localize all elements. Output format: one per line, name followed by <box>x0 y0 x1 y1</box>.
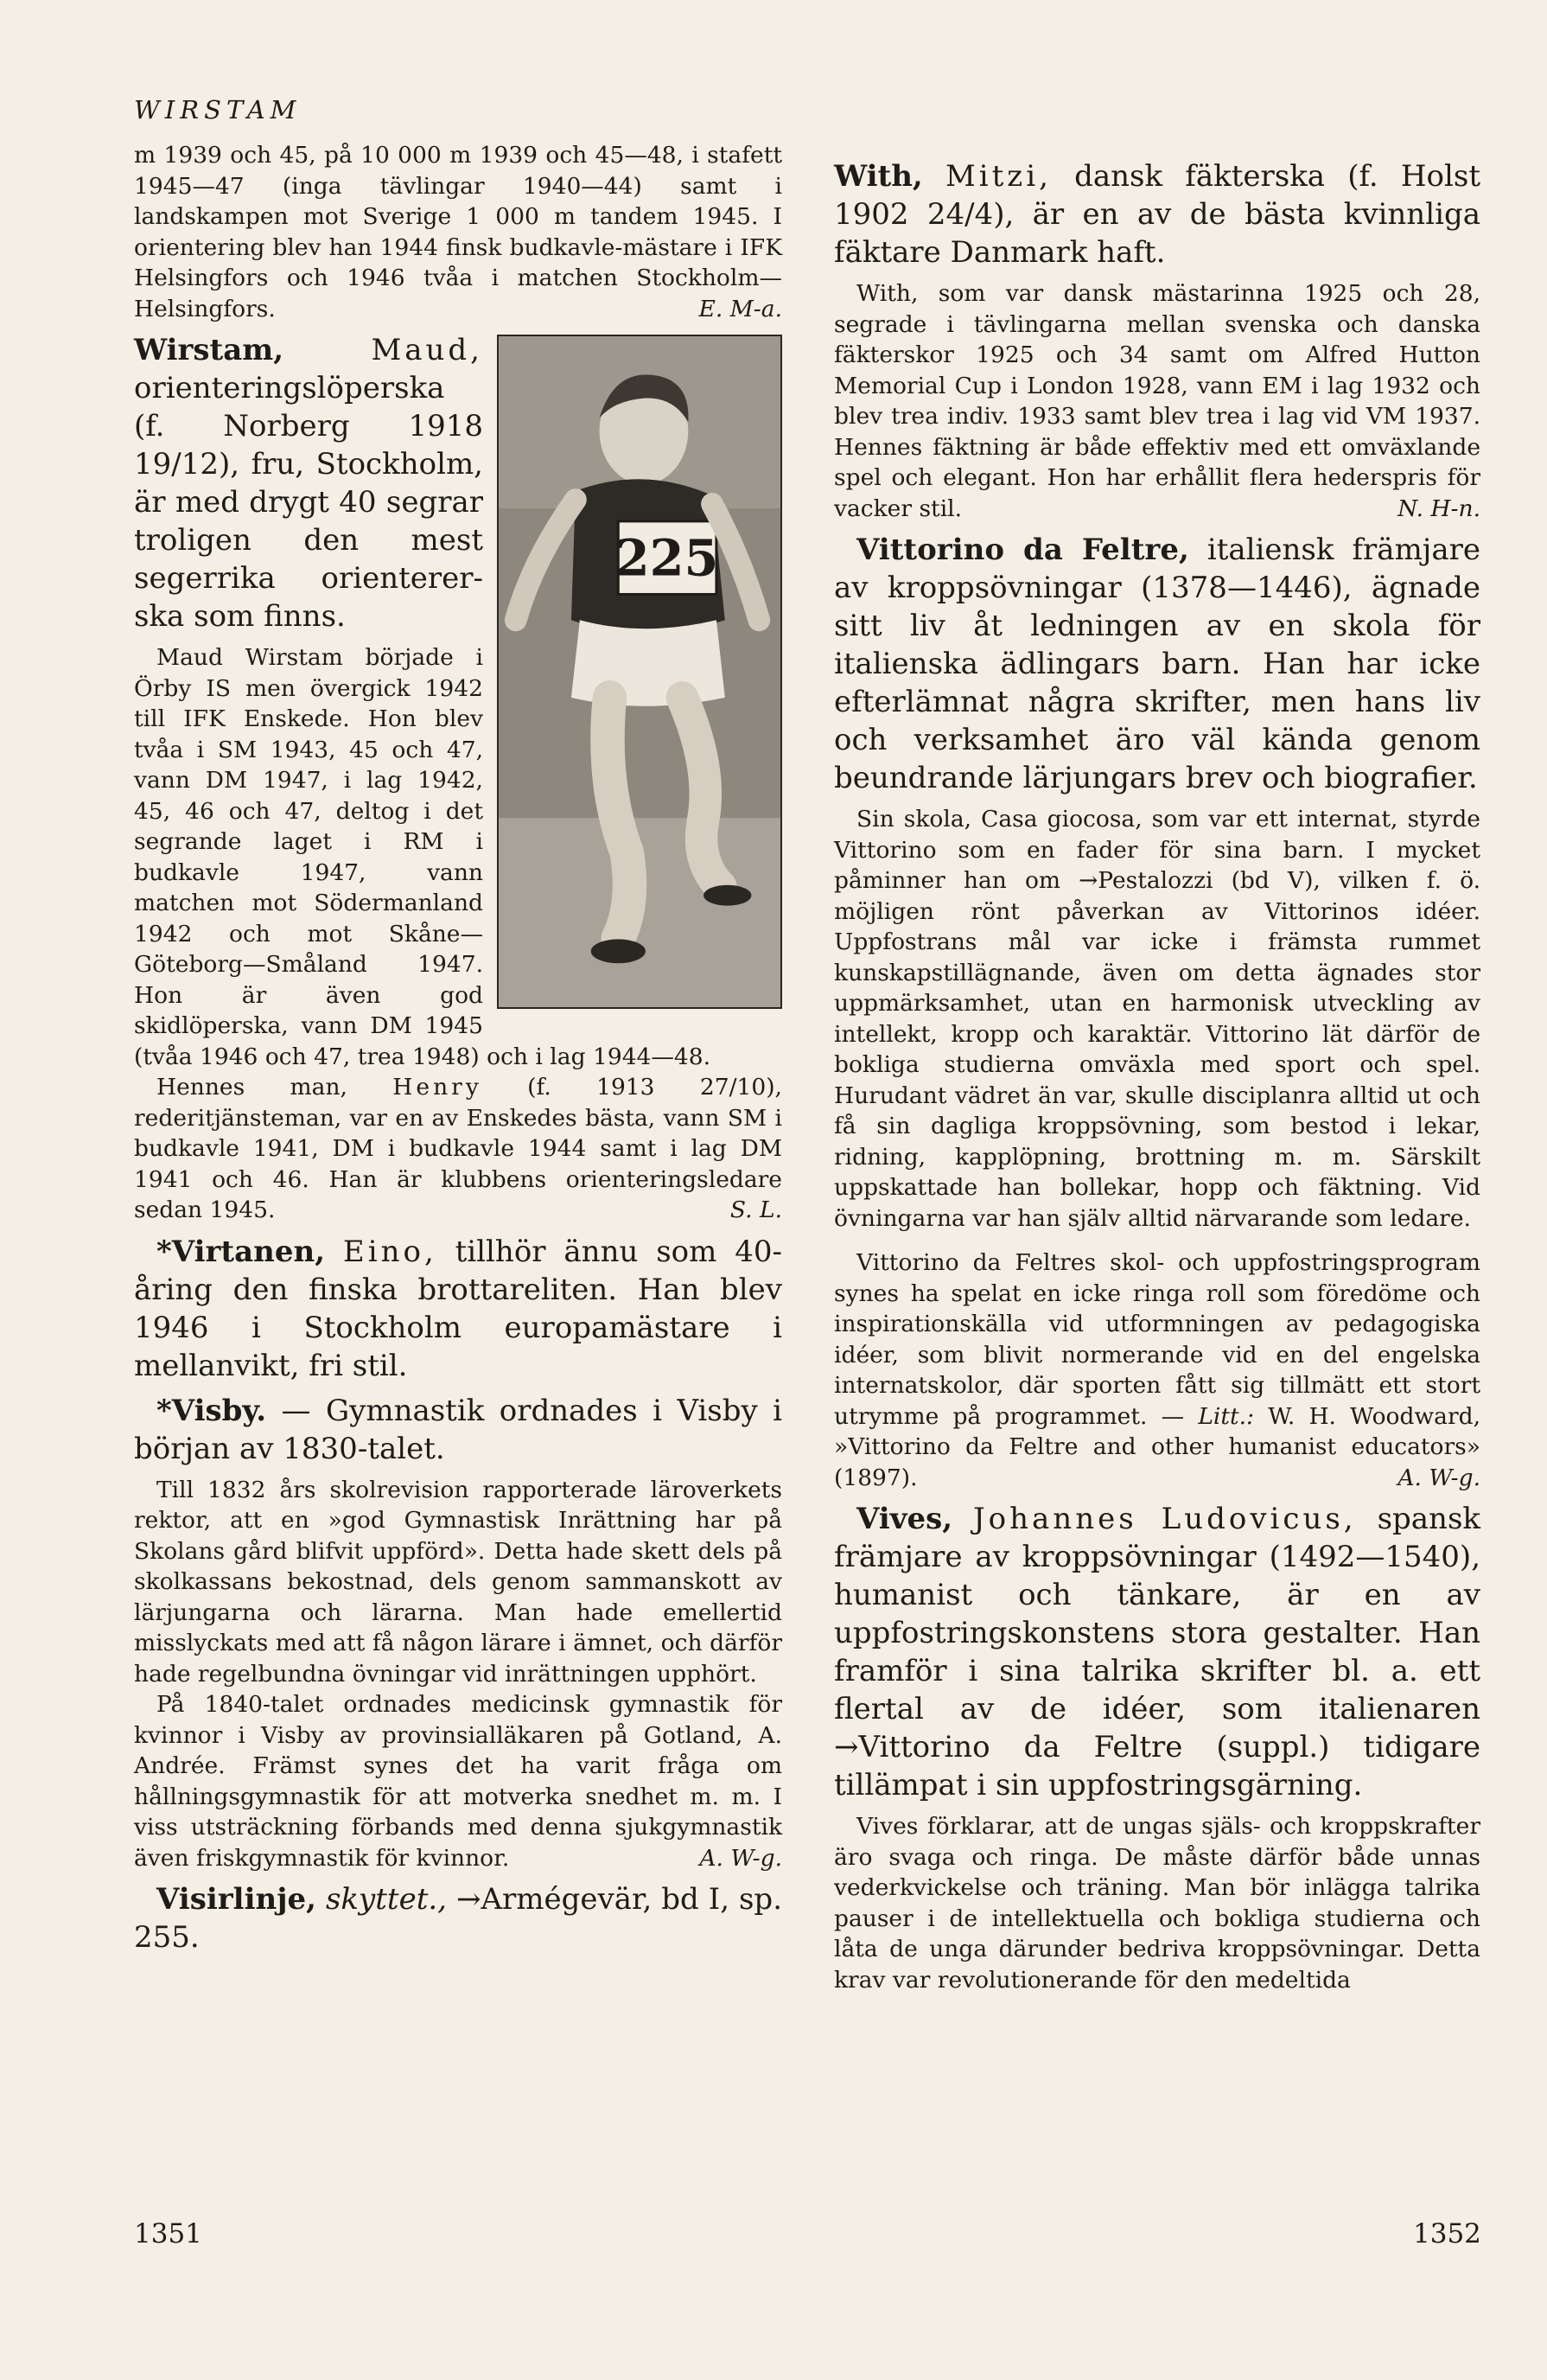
with-body <box>834 278 1480 524</box>
vittorino-p2-text: Vittorino da Feltres skol- och uppfostringsprogram synes ha spelat en icke ringa roll som föredöme och inspirationskälla vid utformningen av pedagogiska idéer, som blivit normerande vid en del engelska internatskolor, där sporten fått sig tillmätt ett stort utrymme på programmet. — <box>834 1249 1480 1430</box>
vives-lead <box>834 1500 1480 1804</box>
with-body-text: With, som var dansk mästarinna 1925 och 28, segrade i tävlingarna mellan svenska och danska fäkterskor 1925 och 34 samt om Alfred Hutton Memorial Cup i London 1928, vann EM i lag 1932 och blev trea indiv. 1933 samt blev trea i lag vid VM 1937. Hennes fäktning är både effektiv med ett omväxlande spel och elegant. Hon har erhållit flera hederspris för vacker stil. <box>834 280 1480 522</box>
vittorino-headword: Vittorino da Feltre, <box>856 533 1189 567</box>
virtanen-headword: *Virtanen, <box>156 1234 326 1269</box>
with-lead-text: dansk fäkterska (f. Holst 1902 24/4), är en av de bästa kvinnliga fäktare Danmark haft. <box>834 159 1480 270</box>
vives-paragraph-1: Vives förklarar, att de ungas själs- och kroppskrafter äro svaga och ringa. De måste därför både unnas vederkvickelse och träning. Man bör inlägga talrika pauser i de intellektuella och bokliga studierna och låta de unga därunder bedriva kroppsövningar. Detta krav var revolutionerande för den medeltida <box>834 1813 1480 1994</box>
page-number-right: 1352 <box>1413 2218 1481 2249</box>
entry-with <box>834 157 1480 524</box>
henry-pre: Hennes man, <box>156 1074 347 1101</box>
entry-vives <box>834 1500 1480 1995</box>
visby-paragraph-1: Till 1832 års skolrevision rapporterade läroverkets rektor, att en »god Gymnastisk Inrättning har på Skolans gård blifvit uppförd». Detta hade skett dels på skolkassans bekostnad, dels genom sammanskott av lärjungarna och lärarna. Man hade emellertid misslyckats med att få någon lärare i ämnet, och därför hade regelbundna övningar vid inrättningen upphört. <box>134 1476 782 1688</box>
runner-figure <box>499 336 780 1007</box>
page-header: WIRSTAM <box>134 95 302 124</box>
entry-virtanen <box>134 1233 782 1385</box>
entry-visirlinje <box>134 1880 782 1956</box>
visby-paragraph-2 <box>134 1689 782 1873</box>
vittorino-lead <box>834 531 1480 797</box>
signature-with: N. H-n. <box>1397 495 1480 522</box>
visby-lead <box>134 1392 782 1468</box>
henry-name: Henry <box>392 1074 482 1101</box>
bib-number: 225 <box>614 528 719 588</box>
vives-firstname: Johannes Ludovicus, <box>973 1502 1357 1536</box>
wirstam-firstname: Maud, <box>371 333 483 367</box>
with-firstname: Mitzi, <box>945 159 1052 194</box>
vives-headword: Vives, <box>856 1502 953 1536</box>
wirstam-lead-text: orienteringslöperska (f. Norberg 1918 19/12), fru, Stockholm, är med drygt 40 segrar troligen den mest segerrika orienterer-ska som finns. <box>134 371 483 634</box>
visby-lead-text: — Gymnastik ordnades i Visby i början av 1830-talet. <box>134 1393 783 1466</box>
signature-visby: A. W-g. <box>699 1844 782 1872</box>
vittorino-litt: W. H. Woodward, »Vittorino da Feltre and other humanist educators» (1897). <box>834 1402 1480 1491</box>
virtanen-firstname: Eino, <box>342 1234 437 1269</box>
signature-intro: E. M-a. <box>698 295 782 322</box>
wirstam-body: Maud Wirstam började i Örby IS men övergick 1942 till IFK Enskede. Hon blev tvåa i SM 1943, 45 och 47, vann DM 1947, i lag 1942, 45, 46 och 47, deltog i det segrande laget i RM i budkavle 1947, vann matchen mot Södermanland 1942 och mot Skåne—Göteborg—Småland 1947. Hon är även god skidlöperska, vann DM 1945 (tvåa 1946 och 47, trea 1948) och i lag 1944—48. <box>134 644 711 1070</box>
signature-vittorino: A. W-g. <box>1397 1464 1480 1491</box>
vittorino-litt-label: Litt.: <box>1198 1402 1255 1430</box>
left-column <box>134 140 782 1956</box>
visir-text: →Armégevär, bd I, sp. 255. <box>134 1882 783 1955</box>
visir-headword: Visirlinje, <box>156 1882 316 1917</box>
with-lead <box>834 157 1480 271</box>
visir-italic: skyttet., <box>325 1882 447 1917</box>
intro-paragraph <box>134 140 782 324</box>
visby-headword: *Visby. <box>156 1393 267 1428</box>
wirstam-headword: Wirstam, <box>134 333 284 367</box>
visby-p2-text: På 1840-talet ordnades medicinsk gymnastik för kvinnor i Visby av provinsialläkaren på Gotland, A. Andrée. Främst synes det ha varit fråga om hållningsgymnastik för att motverka snedhet m. m. I viss utsträckning förbands med denna sjukgymnastik även friskgymnastik för kvinnor. <box>134 1691 782 1872</box>
intro-text: m 1939 och 45, på 10 000 m 1939 och 45—48, i stafett 1945—47 (inga tävlingar 1940—44) samt i landskampen mot Sverige 1 000 m tandem 1945. I orientering blev han 1944 finsk budkavle-mästare i IFK Helsingfors och 1946 tvåa i matchen Stockholm—Helsingfors. <box>134 142 782 322</box>
vittorino-paragraph-1: Sin skola, Casa giocosa, som var ett internat, styrde Vittorino som en fader för sina barn. I mycket påminner han om →Pestalozzi (bd V), vilken f. ö. möjligen rönt påverkan av Vittorinos idéer. Uppfostrans mål var icke i främsta rummet kunskapstillägnande, även om detta ägnades stor uppmärksamhet, utan en harmonisk utveckling av intellekt, kropp och karaktär. Vittorino lät därför de bokliga studierna omväxla med sport och spel. Hurudant vädret än var, skulle disciplanra alltid ut och få sin dagliga kroppsövning, som bestod i lekar, ridning, kapplöpning, brottning m. m. Särskilt uppskattade han bollekar, hopp och fäktning. Vid övningarna var han själv alltid närvarande som ledare. <box>834 806 1480 1232</box>
entry-wirstam <box>134 331 782 1226</box>
signature-wirstam: S. L. <box>729 1196 782 1223</box>
henry-text: (f. 1913 27/10), rederitjänsteman, var en av Enskedes bästa, vann SM i budkavle 1941, DM i budkavle 1944 samt i lag DM 1941 och 46. Han är klubbens orienteringsledare sedan 1945. <box>134 1074 782 1223</box>
henry-paragraph <box>134 1072 782 1226</box>
vittorino-lead-text: italiensk främjare av kroppsövningar (1378—1446), ägnade sitt liv åt ledningen av en skola för italienska ädlingars barn. Han har icke efterlämnat några skrifter, men hans liv och verksamhet äro väl kända genom beundrande lärjungars brev och biografier. <box>834 533 1480 795</box>
entry-visby <box>134 1392 782 1874</box>
with-headword: With, <box>834 159 923 194</box>
vives-lead-text: spansk främjare av kroppsövningar (1492—1540), humanist och tänkare, är en av uppfostringskonstens stora gestalter. Han framför i sina talrika skrifter bl. a. ett flertal av de idéer, som italienaren →Vittorino da Feltre (suppl.) tidigare tillämpat i sin uppfostringsgärning. <box>834 1502 1480 1803</box>
virtanen-text: tillhör ännu som 40-åring den finska brottareliten. Han blev 1946 i Stockholm europamästare i mellanvikt, fri stil. <box>134 1234 782 1383</box>
entry-vittorino <box>834 531 1480 1493</box>
right-column <box>834 157 1480 1995</box>
page-number-left: 1351 <box>134 2218 202 2249</box>
runner-photo <box>497 335 782 1009</box>
vittorino-paragraph-2 <box>834 1247 1480 1493</box>
